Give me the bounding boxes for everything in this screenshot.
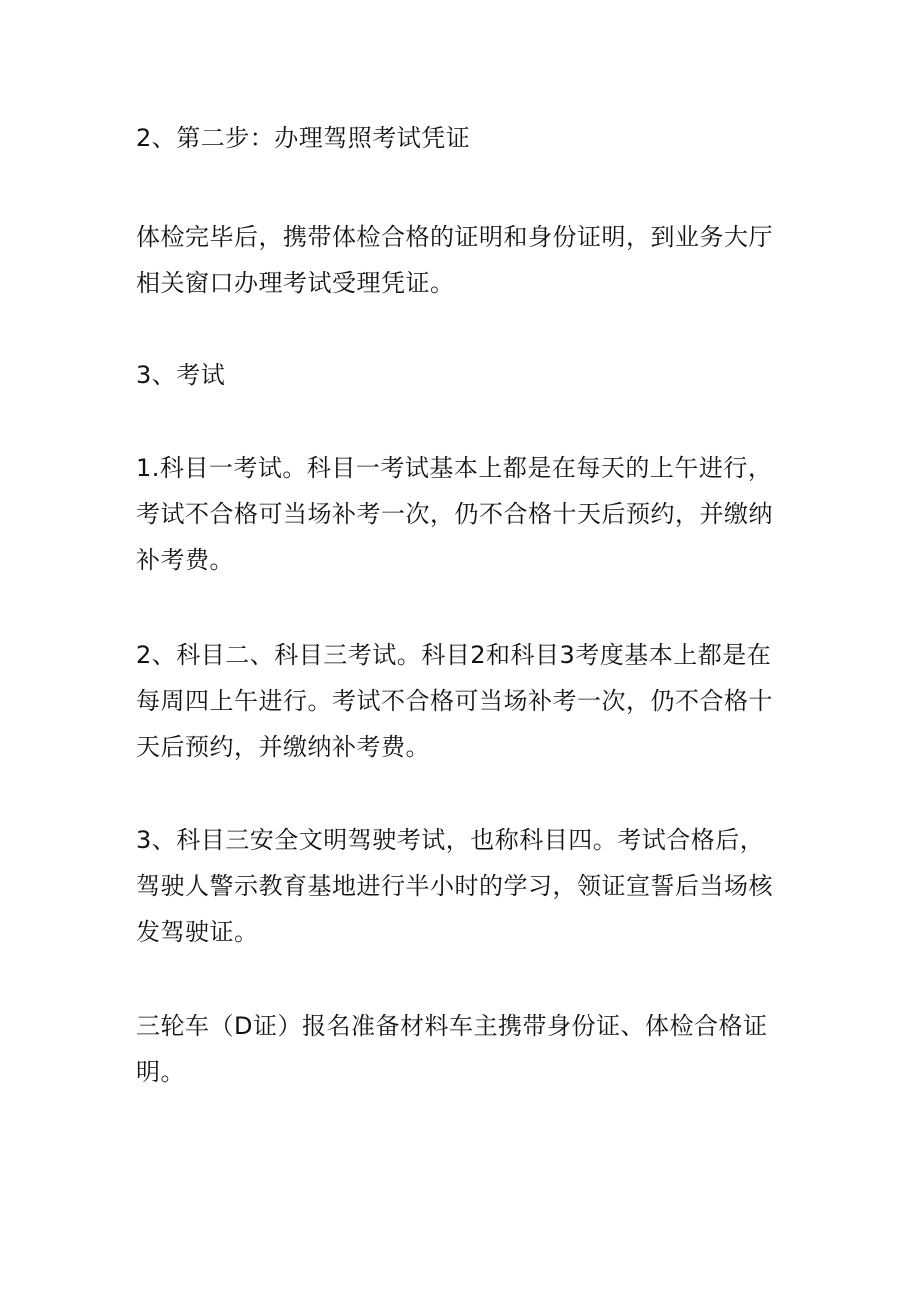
paragraph-exam-voucher: 体检完毕后，携带体检合格的证明和身份证明，到业务大厅相关窗口办理考试受理凭证。 <box>136 223 773 297</box>
paragraph-subject-one: 1.科目一考试。科目一考试基本上都是在每天的上午进行，考试不合格可当场补考一次，仍不合格十天后预约，并缴纳补考费。 <box>136 454 773 574</box>
paragraph-tricycle-license: 三轮车（D证）报名准备材料车主携带身份证、体检合格证明。 <box>136 1012 768 1086</box>
paragraph-subject-two-three: 2、科目二、科目三考试。科目2和科目3考度基本上都是在每周四上午进行。考试不合格可当场补考一次，仍不合格十天后预约，并缴纳补考费。 <box>136 641 773 761</box>
section-heading-exam-voucher: 2、第二步：办理驾照考试凭证 <box>136 124 471 152</box>
section-heading-exam: 3、考试 <box>136 361 226 389</box>
paragraph-subject-four: 3、科目三安全文明驾驶考试，也称科目四。考试合格后，驾驶人警示教育基地进行半小时的学习，领证宣誓后当场核发驾驶证。 <box>136 826 773 946</box>
